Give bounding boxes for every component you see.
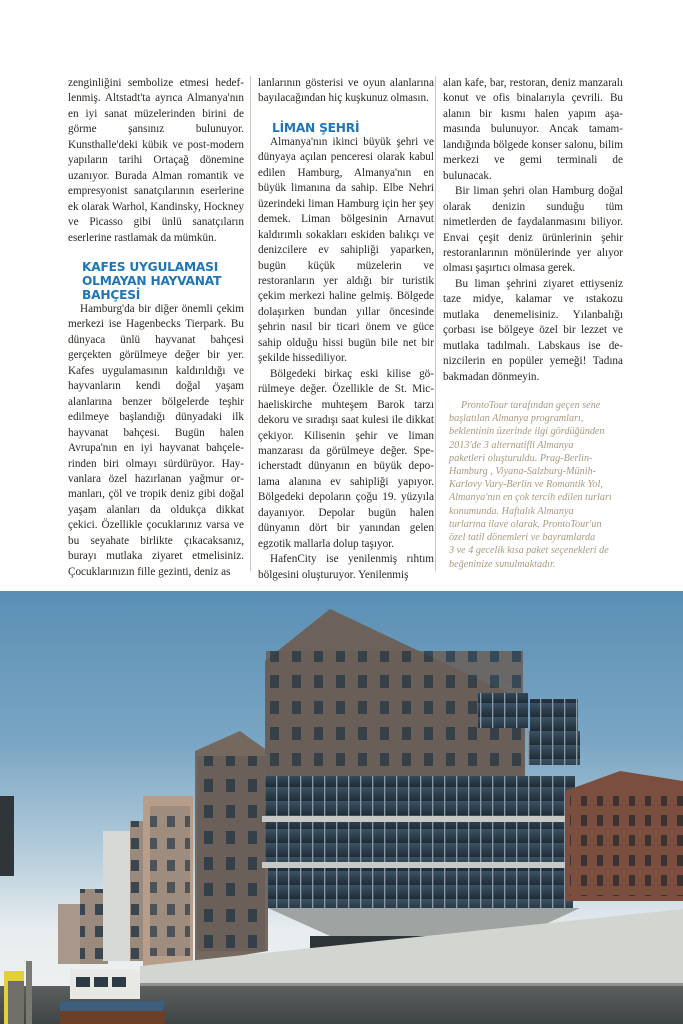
sidebar-line: beğeninize sunulmaktadır. <box>449 558 556 570</box>
sidebar-line: Karlovy Vary-Berlin ve Romantik Yol, <box>449 479 603 491</box>
distant-buildings <box>58 796 193 966</box>
promo-sidebar <box>443 399 623 571</box>
sidebar-line: beklentinin üzerinde ilgi gördüğünden <box>449 426 605 438</box>
sidebar-line: özel tatil dönemleri ve bayramlarda <box>449 532 596 544</box>
section-heading-port-city: LİMAN ŞEHRİ <box>272 120 360 135</box>
paragraph: Bölgedeki birkaç eski kilise görülmeye değer. Özellikle de St. Michaeliskirche muhteşem Barok tarzı dekoru ve sıradışı saat kulesi ile dikkat çekiyor. Kilisenin şehir ve liman manzarası da görülmeye değer. Speicherstadt dünyanın en büyük depolama alanına ev sahipliği yapıyor. Bölgedeki depoların çoğu 19. yüzyıla dayanıyor. Depolar bugün halen dünyanın dört bir yanından gelen egzotik mallarla dolup taşıyor. <box>258 367 434 550</box>
paragraph: alan kafe, bar, restoran, deniz manzaralı konut ve ofis binalarıyla çevrili. Bu alanın bir kısmı halen yapım aşamasında bulunuyor. Ancak tamamlandığında bölgede konser salonu, bilim merkezi ve gemi terminali de bulunacak. <box>443 77 623 182</box>
sidebar-line: turlarına ilave olarak, ProntoTour'un <box>449 518 602 530</box>
article-column-1 <box>68 76 244 580</box>
pier <box>0 796 32 1024</box>
sidebar-line: Hamburg , Viyana-Salzburg-Münih- <box>449 466 597 478</box>
sidebar-line: 3 ve 4 gecelik kısa paket seçenekleri de <box>449 545 609 557</box>
main-building <box>262 609 580 966</box>
article-column-3 <box>443 76 623 571</box>
hafencity-photo <box>0 591 683 1024</box>
hafencity-illustration <box>0 591 683 1024</box>
paragraph: HafenCity ise yenilenmiş rıhtım bölgesini oluşturuyor. Yenilenmiş <box>258 553 434 581</box>
speicherstadt-warehouse <box>565 771 683 901</box>
sidebar-line: başlatılan Almanya programları, <box>449 413 584 425</box>
sidebar-line: konumunda. Haftalık Almanya <box>449 505 574 517</box>
sidebar-line: Almanya'nın en çok tercih edilen turları <box>449 492 612 504</box>
article-column-2 <box>258 76 434 583</box>
sidebar-line: ProntoTour tarafından geçen sene <box>461 400 601 412</box>
sidebar-line: 2013'de 3 alternatifli Almanya <box>449 439 574 451</box>
paragraph: Hamburg'da bir diğer önemli çekim merkezi ise Hagenbecks Tierpark. Bu dünyaca ünlü hayvanat bahçesi gerçekten görülmeye değer bir yer. Kafes uygulamasının kaldırıldığı ve hayvanların kendi doğal yaşam alanlarına benzer bölgelerde teşhir edilmeye başlandığı dünyadaki ilk hayvanat bahçesi. Bugün halen Avrupa'nın en iyi hayvanat bahçelerinden biri olmayı sürdürüyor. Hayvanlara özel hazırlanan yağmur ormanları, çöl ve tropik deniz gibi doğal yaşam alanları da oldukça dikkat çekici. Özellikle çocuklarınız varsa ve bu seyahate birlikte çıkacaksanız, burayı mutlaka ziyaret etmelisiniz. Çocuklarınızın fille gezinti, deniz as <box>68 302 244 578</box>
column-divider <box>435 76 436 571</box>
column-divider <box>250 76 251 571</box>
paragraph: lanlarının gösterisi ve oyun alanlarına bayılacağından hiç kuşkunuz olmasın. <box>258 77 434 105</box>
section-heading-zoo: KAFES UYGULAMASI OLMAYAN HAYVANAT BAHÇESİ <box>82 259 222 302</box>
paragraph: Bu liman şehrini ziyaret ettiyseniz taze midye, kalamar ve ıstakozu mutlaka denemelisiniz. Yılanbalığı çorbası ise bölgeye özel bir lezzet ve mutlaka tadılmalı. Labskaus ise denizcilerin en popüler yemeği! Tadına bakmadan dönmeyin. <box>443 277 623 383</box>
brick-tower <box>195 731 268 963</box>
paragraph: zenginliğini sembolize etmesi hedeflenmiş. Altstadt'ta ayrıca Almanya'nın en iyi sanat müzelerinden birini de görme şansınız bulunuyor. Kunsthalle'deki kübik ve post-modern yapıların tarihi Ortaçağ dönemine uzanıyor. Burada Alman romantik ve empresyonist sanatçılarının eserlerine ek olarak Warhol, Kandinsky, Hockney ve Picasso gibi ünlü sanatçıların eserlerine rastlamak da mümkün. <box>68 77 244 244</box>
sidebar-line: paketleri oluşturuldu. Prag-Berlin- <box>449 452 593 464</box>
paragraph: Bir liman şehri olan Hamburg doğal olarak denizin sunduğu tüm nimetlerden de faydalanmasını biliyor. Envai çeşit deniz ürünlerinin şehir restoranlarının mönülerinde yer alıyor olması şaşırtıcı olmasa gerek. <box>443 185 623 275</box>
paragraph: Almanya'nın ikinci büyük şehri ve dünyaya açılan penceresi olarak kabul edilen Hamburg, Almanya'nın en büyük limanına da sahip. Elbe Nehri üzerindeki liman Hamburg için her şey demek. Liman bölgesinin Arnavut kaldırımlı sokakları eskiden balıkçı ve denizcilere ev sahipliği yaparken, bugün küçük müzelerin ve restoranların yer aldığı bir turistik çekim merkezi haline gelmiş. Bölgede dolaşırken bundan yıllar öncesinde şehrin nasıl bir ticari önem ve güce sahip olduğu hissi bugün bile net bir şekilde hissediliyor. <box>258 135 434 365</box>
